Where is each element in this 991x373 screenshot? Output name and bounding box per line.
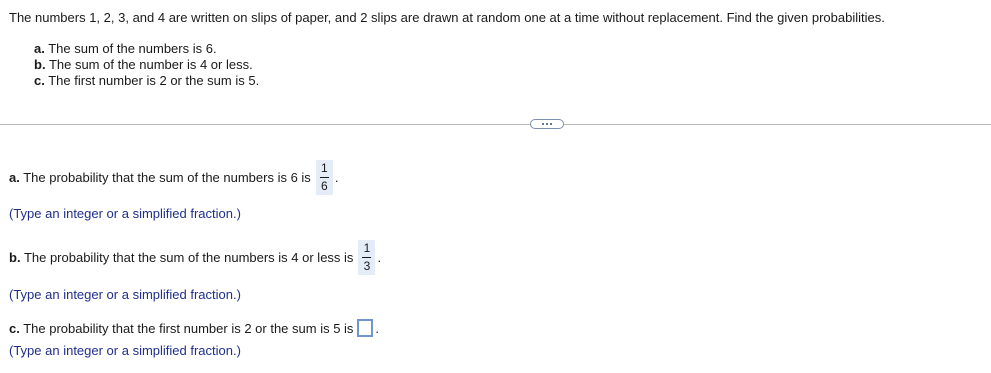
question-text: The numbers 1, 2, 3, and 4 are written on slips of paper, and 2 slips are drawn at random one at a time without replacement. Find the given probabilities. xyxy=(9,10,885,25)
answer-a-text: The probability that the sum of the numbers is 6 is xyxy=(19,170,311,185)
part-b-prefix: b. xyxy=(34,57,46,72)
answer-c-statement xyxy=(9,321,353,336)
answer-c-period: . xyxy=(375,320,380,336)
answer-b-text: The probability that the sum of the numbers is 4 or less is xyxy=(20,250,354,265)
part-c-text: The first number is 2 or the sum is 5. xyxy=(44,73,260,88)
fraction-bar xyxy=(362,257,371,258)
ellipsis-icon xyxy=(542,123,544,125)
answer-c-row xyxy=(9,319,379,337)
ellipsis-icon-dot-3 xyxy=(550,123,552,125)
answer-b-denominator: 3 xyxy=(363,259,371,273)
fraction-bar xyxy=(320,177,329,178)
answer-b-numerator: 1 xyxy=(363,241,371,255)
part-a-prefix: a. xyxy=(34,41,45,56)
answer-b-row xyxy=(9,240,381,275)
answer-a-period: . xyxy=(334,170,339,185)
question-part-c xyxy=(34,73,259,89)
section-divider xyxy=(0,124,991,125)
answer-b-statement xyxy=(9,250,353,265)
part-a-text: The sum of the numbers is 6. xyxy=(44,41,217,56)
part-c-prefix: c. xyxy=(34,73,45,88)
answer-a-numerator: 1 xyxy=(320,161,328,175)
answer-a-fraction[interactable] xyxy=(316,160,333,195)
question-parts-list xyxy=(34,41,259,89)
answer-a-row xyxy=(9,160,338,195)
expand-more-button[interactable] xyxy=(530,119,564,129)
part-b-text: The sum of the number is 4 or less. xyxy=(45,57,253,72)
answer-a-hint: (Type an integer or a simplified fraction.) xyxy=(9,206,241,221)
answer-a-statement xyxy=(9,170,311,185)
question-part-a xyxy=(34,41,259,57)
answer-b-hint: (Type an integer or a simplified fraction.) xyxy=(9,287,241,302)
answer-c-input[interactable] xyxy=(357,319,373,337)
answer-c-text: The probability that the first number is 2 or the sum is 5 is xyxy=(19,320,354,336)
answer-c-hint: (Type an integer or a simplified fraction.) xyxy=(9,343,241,358)
answer-c-prefix: c. xyxy=(9,320,20,336)
answer-b-prefix: b. xyxy=(9,250,21,265)
answer-b-period: . xyxy=(377,250,382,265)
answer-a-denominator: 6 xyxy=(320,179,328,193)
ellipsis-icon-dot-2 xyxy=(546,123,548,125)
question-part-b xyxy=(34,57,259,73)
answer-b-fraction[interactable] xyxy=(358,240,375,275)
answer-a-prefix: a. xyxy=(9,170,20,185)
